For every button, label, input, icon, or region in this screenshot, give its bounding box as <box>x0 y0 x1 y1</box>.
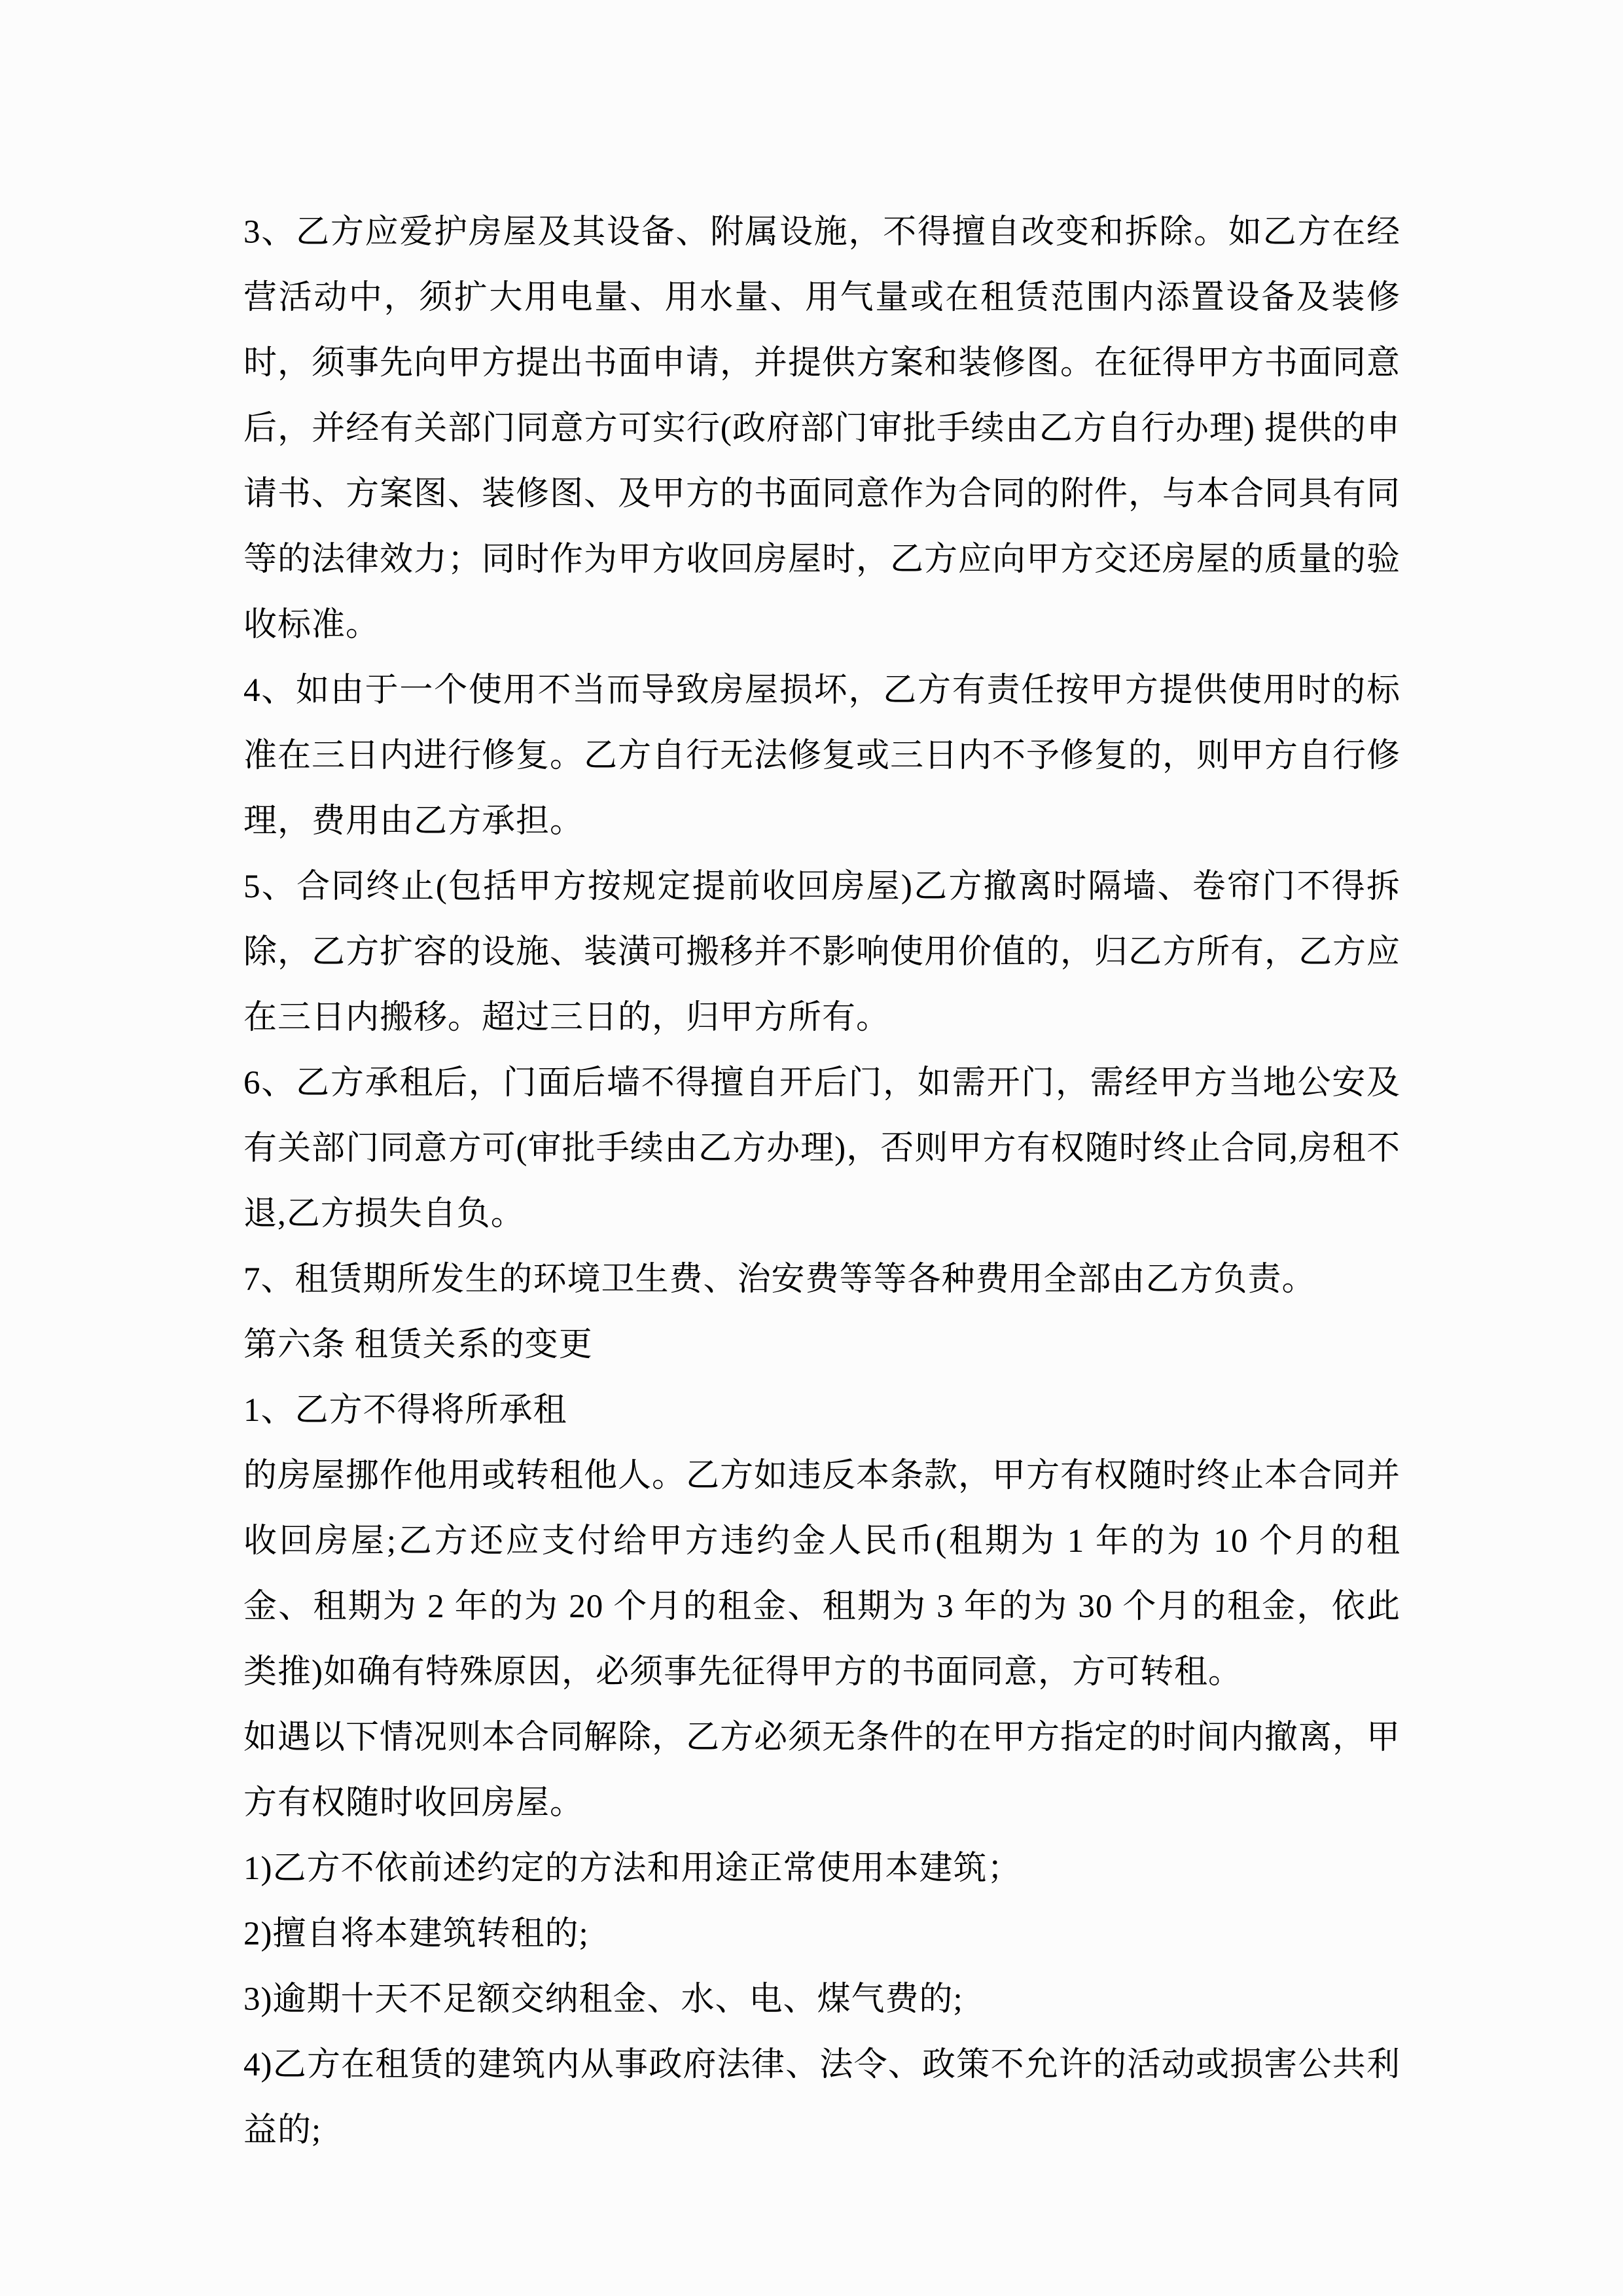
contract-paragraph: 的房屋挪作他用或转租他人。乙方如违反本条款，甲方有权随时终止本合同并收回房屋;乙方还应支付给甲方违约金人民币(租期为 1 年的为 10 个月的租金、租期为 2 年的为 20 个月的租金、租期为 3 年的为 30 个月的租金，依此类推)如确有特殊原因，必须事先征得甲方的书面同意，方可转租。 <box>243 1458 1401 1691</box>
contract-text-block <box>243 200 1400 2163</box>
contract-paragraph: 3、乙方应爱护房屋及其设备、附属设施，不得擅自改变和拆除。如乙方在经营活动中，须扩大用电量、用水量、用气量或在租赁范围内添置设备及装修时，须事先向甲方提出书面申请，并提供方案和装修图。在征得甲方书面同意后，并经有关部门同意方可实行(政府部门审批手续由乙方自行办理) 提供的申请书、方案图、装修图、及甲方的书面同意作为合同的附件，与本合同具有同等的法律效力；同时作为甲方收回房屋时，乙方应向甲方交还房屋的质量的验收标准。 <box>243 214 1401 643</box>
contract-paragraph: 4)乙方在租赁的建筑内从事政府法律、法令、政策不允许的活动或损害公共利益的; <box>243 2047 1400 2149</box>
contract-paragraph: 5、合同终止(包括甲方按规定提前收回房屋)乙方撤离时隔墙、卷帘门不得拆除，乙方扩容的设施、装潢可搬移并不影响使用价值的，归乙方所有，乙方应在三日内搬移。超过三日的，归甲方所有。 <box>243 869 1401 1036</box>
contract-paragraph: 2)擅自将本建筑转租的; <box>243 1916 589 1952</box>
contract-paragraph: 1、乙方不得将所承租 <box>243 1392 567 1429</box>
contract-paragraph: 6、乙方承租后，门面后墙不得擅自开后门，如需开门，需经甲方当地公安及有关部门同意方可(审批手续由乙方办理)，否则甲方有权随时终止合同,房租不退,乙方损失自负。 <box>243 1065 1400 1232</box>
contract-paragraph: 如遇以下情况则本合同解除，乙方必须无条件的在甲方指定的时间内撤离，甲方有权随时收回房屋。 <box>243 1719 1401 1821</box>
contract-paragraph: 1)乙方不依前述约定的方法和用途正常使用本建筑； <box>243 1850 1022 1887</box>
contract-paragraph: 4、如由于一个使用不当而导致房屋损坏，乙方有责任按甲方提供使用时的标准在三日内进行修复。乙方自行无法修复或三日内不予修复的，则甲方自行修理，费用由乙方承担。 <box>243 672 1401 840</box>
contract-paragraph: 3)逾期十天不足额交纳租金、水、电、煤气费的; <box>243 1981 963 2018</box>
contract-paragraph: 第六条 租赁关系的变更 <box>243 1327 593 1363</box>
contract-paragraph: 7、租赁期所发生的环境卫生费、治安费等等各种费用全部由乙方负责。 <box>243 1261 1316 1298</box>
